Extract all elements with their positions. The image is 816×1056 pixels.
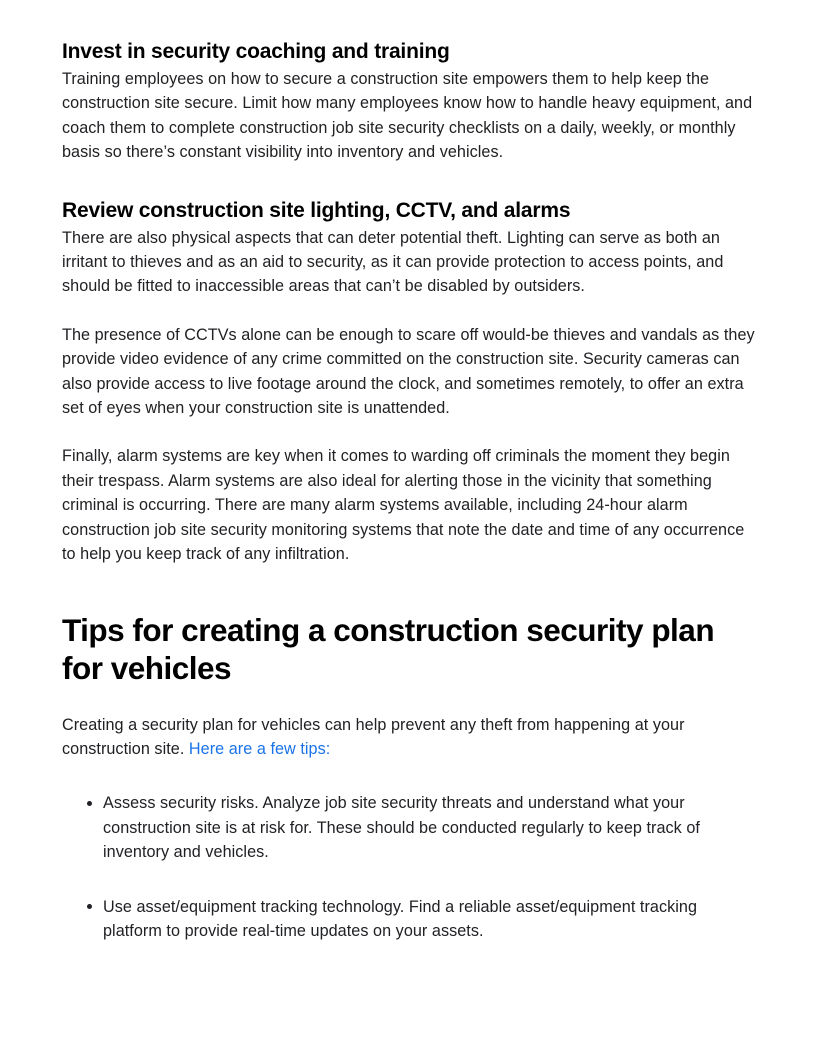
document-content bbox=[62, 38, 758, 943]
list-item-text: Assess security risks. Analyze job site security threats and understand what your construction site is at risk for. These should be conducted regularly to keep track of inventory and vehicles. bbox=[103, 794, 700, 862]
here-are-a-few-tips-link[interactable]: Here are a few tips: bbox=[188, 739, 331, 758]
bullet-icon bbox=[87, 801, 92, 806]
section-heading-coaching-and-training: Invest in security coaching and training bbox=[62, 40, 450, 63]
list-item bbox=[62, 895, 758, 944]
list-item bbox=[62, 791, 758, 864]
paragraph-intro-vehicle-plan bbox=[62, 713, 758, 762]
paragraph-alarms: Finally, alarm systems are key when it comes to warding off criminals the moment they begin their trespass. Alarm systems are also ideal for alerting those in the vicinity that something criminal is occurring. There are many alarm systems available, including 24-hour alarm construction job site security monitoring systems that note the date and time of any occurrence to help you keep track of any infiltration. bbox=[62, 447, 745, 564]
section-lighting-cctv-alarms bbox=[62, 197, 758, 567]
paragraph-coaching-and-training: Training employees on how to secure a construction site empowers them to help keep the construction site secure. Limit how many employees know how to handle heavy equipment, and coach them to complete construction job site security checklists on a daily, weekly, or monthly basis so there’s constant visibility into inventory and vehicles. bbox=[62, 70, 753, 162]
tips-list bbox=[62, 791, 758, 943]
section-coaching-and-training bbox=[62, 38, 758, 165]
bullet-icon bbox=[87, 904, 92, 909]
intro-lead-text: Creating a security plan for vehicles can help prevent any theft from happening at your construction site. bbox=[62, 715, 685, 758]
section-heading-lighting-cctv-alarms: Review construction site lighting, CCTV, and alarms bbox=[62, 198, 571, 222]
list-item-text: Use asset/equipment tracking technology. Find a reliable asset/equipment tracking platform to provide real-time updates on your assets. bbox=[103, 897, 698, 940]
paragraph-spacer bbox=[62, 420, 758, 444]
section-spacer bbox=[62, 165, 758, 197]
paragraph-cctv: The presence of CCTVs alone can be enough to scare off would-be thieves and vandals as they provide video evidence of any crime committed on the construction site. Security cameras can also provide access to live footage around the clock, and sometimes remotely, to offer an extra set of eyes when your construction site is unattended. bbox=[62, 325, 755, 418]
page-heading-vehicle-security-plan: Tips for creating a construction security plan for vehicles bbox=[62, 611, 715, 686]
heading-spacer bbox=[62, 687, 758, 713]
paragraph-lighting: There are also physical aspects that can deter potential theft. Lighting can serve as both an irritant to thieves and as an aid to security, as it can provide protection to access points, and should be fitted to inaccessible areas that can’t be disabled by outsiders. bbox=[62, 228, 724, 296]
paragraph-spacer bbox=[62, 299, 758, 323]
list-spacer bbox=[62, 761, 758, 791]
heading-spacer bbox=[62, 567, 758, 611]
